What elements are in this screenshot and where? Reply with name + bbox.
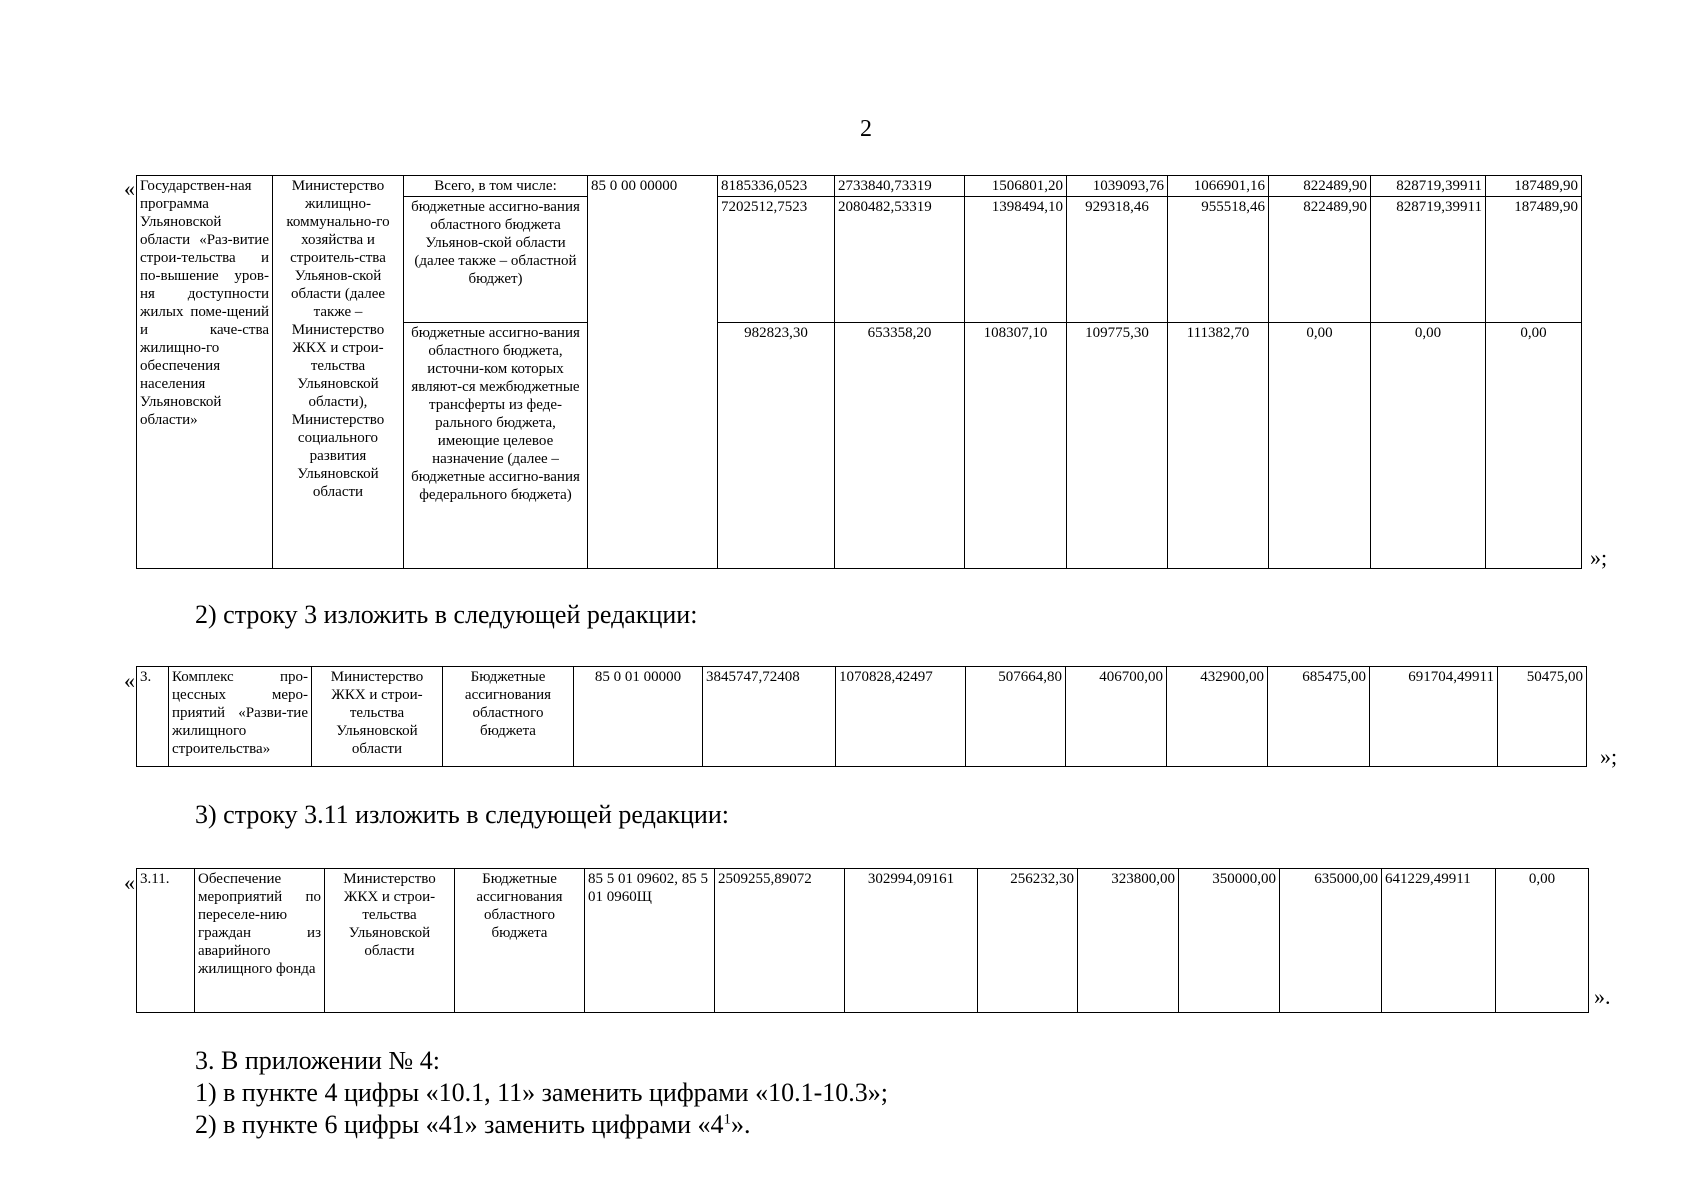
value-total: 2733840,73319: [835, 176, 965, 197]
value-cell: 0,00: [1496, 869, 1589, 1013]
value-cell: 432900,00: [1167, 667, 1268, 767]
value-federal: 0,00: [1371, 323, 1486, 569]
close-quote: ».: [1594, 984, 1611, 1009]
budget-code: 85 0 00 00000: [588, 176, 718, 569]
value-total: 1039093,76: [1067, 176, 1168, 197]
close-quote: »;: [1600, 744, 1618, 769]
value-federal: 0,00: [1269, 323, 1371, 569]
row3-table: [136, 666, 1587, 767]
value-cell: 50475,00: [1498, 667, 1587, 767]
close-quote: »;: [1590, 545, 1608, 570]
value-cell: 635000,00: [1280, 869, 1382, 1013]
value-regional: 822489,90: [1269, 197, 1371, 323]
open-quote: «: [124, 870, 135, 895]
superscript: 1: [723, 1111, 732, 1128]
executor: Министерство ЖКХ и строи-тельства Ульяновской области: [312, 667, 443, 767]
open-quote: «: [124, 668, 135, 693]
value-regional: 828719,39911: [1371, 197, 1486, 323]
value-federal: 109775,30: [1067, 323, 1168, 569]
value-regional: 1398494,10: [965, 197, 1067, 323]
row311-table: [136, 868, 1589, 1013]
value-total: 828719,39911: [1371, 176, 1486, 197]
funding-source: Бюджетные ассигнования областного бюджета: [443, 667, 574, 767]
list-item-text: ».: [731, 1110, 751, 1139]
value-regional: 955518,46: [1168, 197, 1269, 323]
page-number: 2: [860, 116, 872, 142]
value-cell: 2509255,89072: [715, 869, 845, 1013]
executor: Министерство жилищно-коммунально-го хозяйства и строитель-ства Ульянов-ской области (далее также – Министерство ЖКХ и строи-тельства Ульяновской области), Министерство социального развития Ульяновской области: [273, 176, 404, 569]
row-number: 3.11.: [137, 869, 195, 1013]
value-total: 1066901,16: [1168, 176, 1269, 197]
value-cell: 350000,00: [1179, 869, 1280, 1013]
open-quote: «: [124, 176, 135, 201]
value-federal: 653358,20: [835, 323, 965, 569]
funding-source: Бюджетные ассигнования областного бюджета: [455, 869, 585, 1013]
value-cell: 507664,80: [966, 667, 1066, 767]
value-cell: 406700,00: [1066, 667, 1167, 767]
program-name: Государствен-ная программа Ульяновской области «Раз-витие строи-тельства и по-вышение уров-ня доступности жилых поме-щений и каче-ства жилищно-го обеспечения населения Ульяновской области»: [137, 176, 273, 569]
section-heading: 3. В приложении № 4:: [195, 1046, 440, 1075]
value-federal: 982823,30: [718, 323, 835, 569]
value-federal: 108307,10: [965, 323, 1067, 569]
source-regional: бюджетные ассигно-вания областного бюджета Ульянов-ской области (далее также – областной бюджет): [404, 197, 588, 323]
source-federal: бюджетные ассигно-вания областного бюджета, источни-ком которых являют-ся межбюджетные трансферты из феде-рального бюджета, имеющие целевое назначение (далее – бюджетные ассигно-вания федерального бюджета): [404, 323, 588, 569]
instruction-line: 3) строку 3.11 изложить в следующей редакции:: [195, 800, 729, 829]
value-total: 822489,90: [1269, 176, 1371, 197]
list-item: [195, 1110, 751, 1140]
value-federal: 111382,70: [1168, 323, 1269, 569]
value-cell: 256232,30: [978, 869, 1078, 1013]
value-cell: 691704,49911: [1370, 667, 1498, 767]
value-cell: 3845747,72408: [703, 667, 836, 767]
value-total: 187489,90: [1486, 176, 1582, 197]
value-cell: 641229,49911: [1382, 869, 1496, 1013]
value-cell: 302994,09161: [845, 869, 978, 1013]
value-regional: 7202512,7523: [718, 197, 835, 323]
value-cell: 1070828,42497: [836, 667, 966, 767]
row-name: Обеспечение мероприятий по переселе-нию граждан из аварийного жилищного фонда: [195, 869, 325, 1013]
value-cell: 685475,00: [1268, 667, 1370, 767]
row-name: Комплекс про-цессных меро-приятий «Разви-тие жилищного строительства»: [169, 667, 312, 767]
value-total: 8185336,0523: [718, 176, 835, 197]
value-cell: 323800,00: [1078, 869, 1179, 1013]
executor: Министерство ЖКХ и строи-тельства Ульяновской области: [325, 869, 455, 1013]
value-regional: 187489,90: [1486, 197, 1582, 323]
list-item-text: 2) в пункте 6 цифры «41» заменить цифрами «4: [195, 1110, 724, 1139]
budget-code: 85 5 01 09602, 85 5 01 0960Щ: [585, 869, 715, 1013]
list-item: 1) в пункте 4 цифры «10.1, 11» заменить цифрами «10.1-10.3»;: [195, 1078, 888, 1107]
value-total: 1506801,20: [965, 176, 1067, 197]
source-total: Всего, в том числе:: [404, 176, 588, 197]
value-regional: 929318,46: [1067, 197, 1168, 323]
budget-code: 85 0 01 00000: [574, 667, 703, 767]
instruction-line: 2) строку 3 изложить в следующей редакции:: [195, 600, 698, 629]
row-number: 3.: [137, 667, 169, 767]
value-federal: 0,00: [1486, 323, 1582, 569]
value-regional: 2080482,53319: [835, 197, 965, 323]
program-table: [136, 175, 1582, 569]
